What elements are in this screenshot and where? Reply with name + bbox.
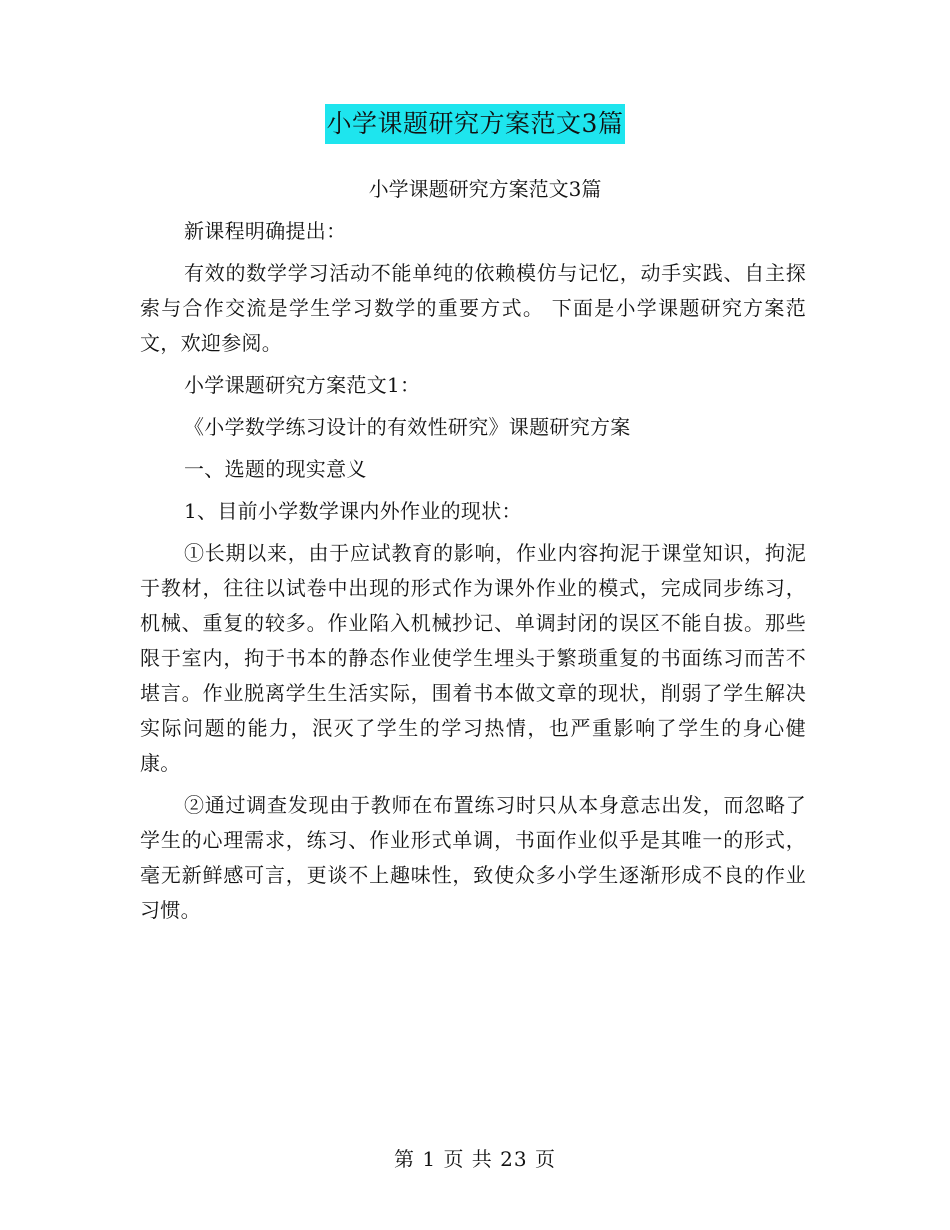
paragraph-point-1: ①长期以来，由于应试教育的影响，作业内容拘泥于课堂知识，拘泥于教材，往往以试卷中出现的形式作为课外作业的模式，完成同步练习，机械、重复的较多。作业陷入机械抄记、单调封闭的误区不能自拔。那些限于室内，拘于书本的静态作业使学生埋头于繁琐重复的书面练习而苦不堪言。作业脱离学生生活实际，围着书本做文章的现状，削弱了学生解决实际问题的能力，泯灭了学生的学习热情，也严重影响了学生的身心健康。 (140, 541, 806, 775)
paragraph-sample-heading: 小学课题研究方案范文1： (184, 373, 421, 397)
page-number-footer: 第 1 页 共 23 页 (394, 1147, 556, 1171)
paragraph-subsection-heading: 1、目前小学数学课内外作业的现状： (184, 499, 522, 523)
paragraph-intro: 有效的数学学习活动不能单纯的依赖模仿与记忆，动手实践、自主探索与合作交流是学生学习数学的重要方式。 下面是小学课题研究方案范文，欢迎参阅。 (140, 261, 806, 355)
document-body (140, 172, 806, 935)
document-title: 小学课题研究方案范文3篇 (325, 104, 626, 144)
paragraph-section-heading: 一、选题的现实意义 (184, 457, 367, 481)
paragraph-plan-title: 《小学数学练习设计的有效性研究》课题研究方案 (184, 415, 631, 439)
document-subtitle: 小学课题研究方案范文3篇 (368, 177, 602, 201)
paragraph-intro-label: 新课程明确提出： (184, 219, 347, 243)
title-block (0, 104, 950, 144)
paragraph-point-2: ②通过调查发现由于教师在布置练习时只从本身意志出发，而忽略了学生的心理需求，练习、作业形式单调，书面作业似乎是其唯一的形式，毫无新鲜感可言，更谈不上趣味性，致使众多小学生逐渐形成不良的作业习惯。 (140, 793, 806, 922)
